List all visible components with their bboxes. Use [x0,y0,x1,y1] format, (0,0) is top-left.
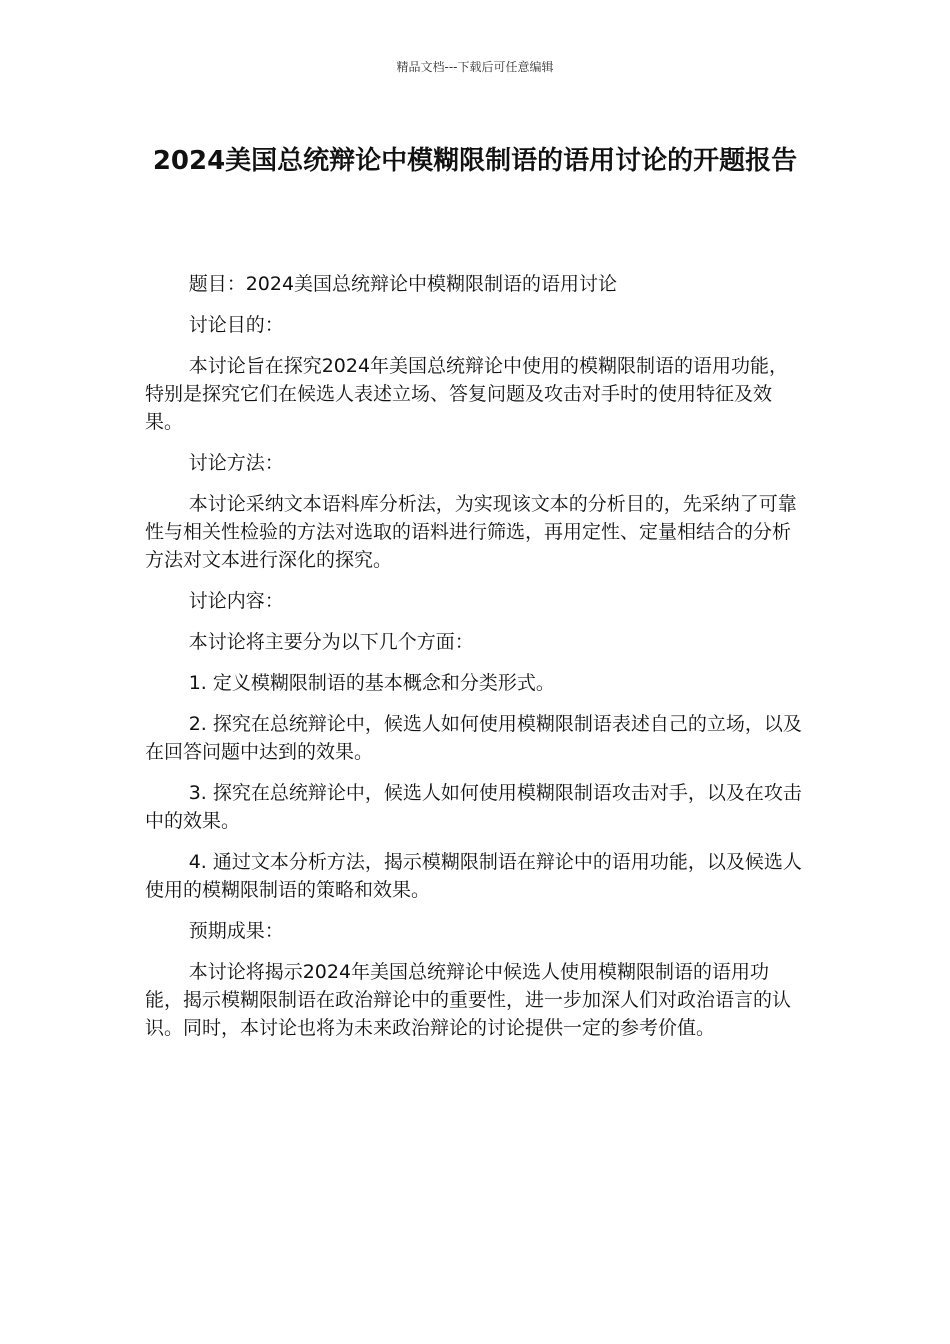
document-title: 2024美国总统辩论中模糊限制语的语用讨论的开题报告 [152,146,798,176]
header-note: 精品文档---下载后可任意编辑 [396,60,554,74]
heading-purpose: 讨论目的： [188,314,284,336]
list-item: 4. 通过文本分析方法，揭示模糊限制语在辩论中的语用功能，以及候选人使用的模糊限制语的策略和效果。 [145,851,802,901]
paragraph-purpose: 本讨论旨在探究2024年美国总统辩论中使用的模糊限制语的语用功能，特别是探究它们在候选人表述立场、答复问题及攻击对手时的使用特征及效果。 [145,355,789,433]
heading-content: 讨论内容： [188,590,284,612]
list-item: 3. 探究在总统辩论中，候选人如何使用模糊限制语攻击对手，以及在攻击中的效果。 [145,782,802,832]
document-body [145,270,805,1055]
list-item: 1. 定义模糊限制语的基本概念和分类形式。 [188,672,555,694]
paragraph-content-intro: 本讨论将主要分为以下几个方面： [188,631,474,653]
paragraph-expected-results: 本讨论将揭示2024年美国总统辩论中候选人使用模糊限制语的语用功能，揭示模糊限制语在政治辩论中的重要性，进一步加深人们对政治语言的认识。同时，本讨论也将为未来政治辩论的讨论提供一定的参考价值。 [145,961,792,1039]
list-item: 2. 探究在总统辩论中，候选人如何使用模糊限制语表述自己的立场，以及在回答问题中达到的效果。 [145,713,802,763]
heading-method: 讨论方法： [188,452,284,474]
paragraph-topic: 题目：2024美国总统辩论中模糊限制语的语用讨论 [188,273,618,295]
heading-expected-results: 预期成果： [188,920,284,942]
paragraph-method: 本讨论采纳文本语料库分析法，为实现该文本的分析目的，先采纳了可靠性与相关性检验的方法对选取的语料进行筛选，再用定性、定量相结合的分析方法对文本进行深化的探究。 [145,493,797,571]
